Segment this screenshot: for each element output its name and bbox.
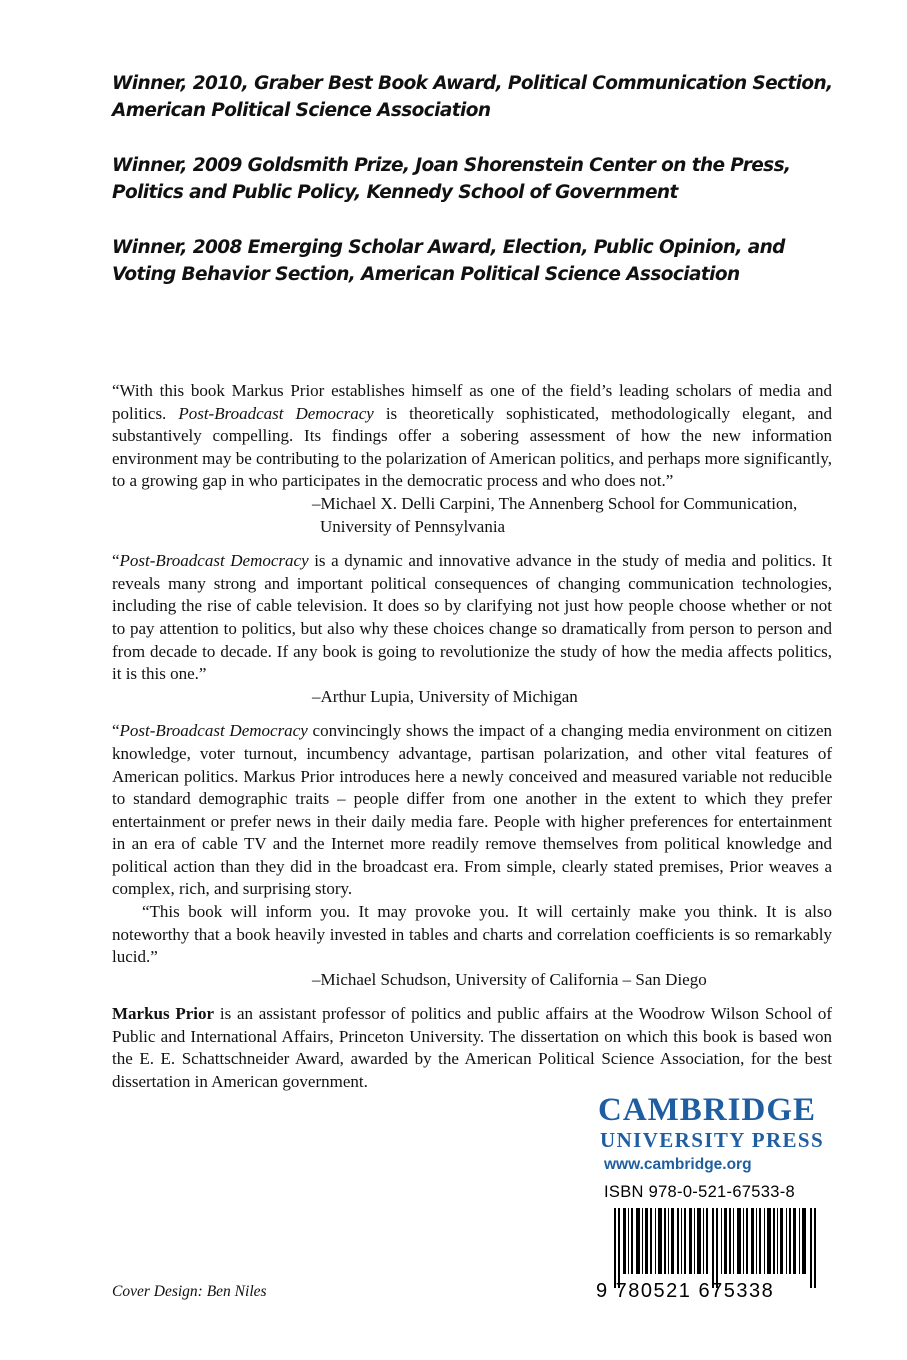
- attribution-delli-carpini: –Michael X. Delli Carpini, The Annenberg School for Communication, University of Pennsylvania: [312, 493, 798, 536]
- barcode-digits: 9 780521 675338: [596, 1280, 775, 1302]
- award-emerging-scholar: Winner, 2008 Emerging Scholar Award, Election, Public Opinion, and Voting Behavior Section, American Political Science Association: [112, 237, 785, 285]
- barcode: [604, 1208, 836, 1288]
- author-name: Markus Prior: [112, 1004, 215, 1023]
- publisher-name: CAMBRIDGE: [598, 1092, 817, 1128]
- awards-list: [112, 70, 842, 316]
- isbn-label: ISBN 978-0-521-67533-8: [604, 1183, 795, 1201]
- publisher-url: www.cambridge.org: [604, 1156, 752, 1173]
- attribution-schudson: –Michael Schudson, University of California – San Diego: [312, 969, 707, 989]
- endorsements: [112, 380, 832, 991]
- publisher-logo: [598, 1092, 848, 1176]
- quote-delli-carpini: “With this book Markus Prior establishes himself as one of the field’s leading scholars of media and politics. Post-Broadcast Democracy is theoretically sophisticated, methodologically elegant, and substantively compelling. Its findings offer a sobering assessment of how the new information environment may be contributing to the polarization of American politics, and perhaps more significantly, to a growing gap in who participates in the democratic process and who does not.”: [112, 381, 832, 491]
- award-goldsmith: Winner, 2009 Goldsmith Prize, Joan Shorenstein Center on the Press, Politics and Public Policy, Kennedy School of Government: [112, 155, 791, 203]
- attribution-lupia: –Arthur Lupia, University of Michigan: [312, 686, 578, 706]
- cover-design-credit: Cover Design: Ben Niles: [112, 1283, 267, 1300]
- award-graber: Winner, 2010, Graber Best Book Award, Political Communication Section, American Political Science Association: [112, 73, 833, 121]
- quote-schudson: “Post-Broadcast Democracy convincingly shows the impact of a changing media environment on citizen knowledge, voter turnout, incumbency advantage, partisan polarization, and other vital features of American politics. Markus Prior introduces here a newly conceived and measured variable not reducible to standard demographic traits – people differ from one another in the extent to which they prefer entertainment or prefer news in their daily media fare. People with higher preferences for entertainment in an era of cable TV and the Internet more readily remove themselves from political knowledge and political action than they did in the broadcast era. From simple, clearly stated premises, Prior weaves a complex, rich, and surprising story.: [112, 721, 832, 899]
- publisher-press: UNIVERSITY PRESS: [600, 1128, 825, 1152]
- quote-lupia: “Post-Broadcast Democracy is a dynamic and innovative advance in the study of media and politics. It reveals many strong and important political consequences of changing communication technologies, including the rise of cable television. It does so by clarifying not just how people choose whether or not to pay attention to politics, but also why these choices change so dramatically from person to person and from decade to decade. If any book is going to revolutionize the study of how the media affects politics, it is this one.”: [112, 551, 832, 684]
- quote-schudson-continuation: “This book will inform you. It may provoke you. It will certainly make you think. It is also noteworthy that a book heavily invested in tables and charts and correlation coefficients is so remarkably lucid.”: [112, 902, 832, 967]
- author-bio: Markus Prior is an assistant professor of politics and public affairs at the Woodrow Wilson School of Public and International Affairs, Princeton University. The dissertation on which this book is based won the E. E. Schattschneider Award, awarded by the American Political Science Association, for the best dissertation in American government.: [112, 1004, 832, 1091]
